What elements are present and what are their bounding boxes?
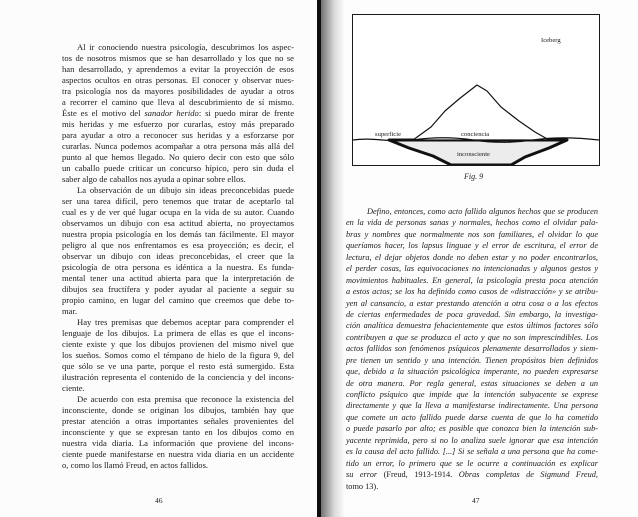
text-line: yacente reprimida, pero si no lo analiza suele ignorar que esa intención <box>346 435 598 445</box>
roman-text: tomo 13). <box>346 481 379 491</box>
text-line: saber algo de caballos nos ayuda a opinar sobre ellos. <box>62 174 246 184</box>
text-line: a estos actos; se los ha definido como casos de «distracción» y se atribu- <box>346 287 598 297</box>
text-line: queríamos hacer, los lapsus linguae y el error de escritura, el error de <box>346 241 598 251</box>
text-line: lenguaje de los dibujos. La primera de ellas es que el incons- <box>62 328 294 338</box>
text-line <box>62 108 294 119</box>
unconscious-label: inconsciente <box>457 151 490 158</box>
text-line <box>346 481 598 492</box>
text-line: curarlas. Nunca podemos acompañar a otra persona más allá del <box>62 141 294 151</box>
iceberg-label: Iceberg <box>541 37 561 44</box>
text-line: dibujos sea fructífera y poder ayudar al paciente a seguir su <box>62 284 294 294</box>
text-line: inconsciente, donde se originan los dibujos, también hay que <box>62 405 294 415</box>
paragraph <box>62 317 294 394</box>
text-line: bras y nombres que normalmente nos son familiares, el olvidar lo que <box>346 229 598 239</box>
iceberg-diagram <box>353 15 599 165</box>
text-line: lectura, el dejar objetos donde no deben estar y no poder encontrarlos, <box>346 252 598 262</box>
roman-text: Éste es el motivo del <box>62 108 145 118</box>
text-line: psicología de otra persona es idéntica a la nuestra. Es funda- <box>62 262 294 272</box>
paragraph <box>62 394 294 471</box>
right-page <box>321 0 638 517</box>
italic-text: sanador herido <box>144 108 199 118</box>
text-line: ciente existe y que los dibujos provienen del mismo nivel que <box>62 339 294 349</box>
text-line: ser una tarea difícil, pero tenemos que tratar de aceptarlo tal <box>62 196 294 206</box>
text-line: inconsciente y que se expresan tanto en los dibujos como en <box>62 427 294 437</box>
text-line: propio camino, en lugar del camino que creemos que debe to- <box>62 295 294 305</box>
text-line: punto al que hemos llegado. No quiero decir con esto que sólo <box>62 152 294 162</box>
text-line: Defino, entonces, como acto fallido algunos hechos que se producen <box>367 207 598 216</box>
text-line: que comete un acto fallido puede darse cuenta de que lo ha cometido <box>346 412 598 422</box>
text-line: Al ir conociendo nuestra psicología, descubrimos los aspec- <box>77 42 294 52</box>
text-line: tra psicología nos da mayores posibilidades de ayudar a otros <box>62 86 294 96</box>
text-line: que, debido a la situación psicológica imperante, no pueden expresarse <box>346 367 598 377</box>
text-line: de otra manera. Por regla general, estas situaciones se deben a un <box>346 378 598 388</box>
roman-text: , <box>595 470 598 480</box>
text-line: nuestra vida diaria. La información que proviene del incons- <box>62 438 294 448</box>
text-line: que sólo se ve una parte, porque el resto está sumergido. Esta <box>62 361 294 371</box>
text-line: tos de nosotros mismos que se han desarrollado y los que no se <box>62 53 294 63</box>
text-line: a recorrer el camino que lleva al descubrimiento de sí mismo. <box>62 97 294 107</box>
text-line: ción analítica demuestra fehacientemente que estos últimos factores sólo <box>346 321 598 331</box>
left-page <box>0 0 317 517</box>
text-line: Hay tres premisas que debemos aceptar para comprender el <box>77 317 294 327</box>
text-line: o puede pasarlo por alto; es posible que conozca bien la intención sub- <box>346 424 598 434</box>
paragraph <box>62 185 294 317</box>
text-line: conflicto psíquico que impide que la intención subyacente se exprese <box>346 390 598 399</box>
conscious-label: conciencia <box>461 131 490 138</box>
paragraph <box>62 42 294 185</box>
right-page-quote-text <box>346 206 598 492</box>
text-line: directamente y que la lleva a manifestarse indirectamente. Una persona <box>346 401 598 411</box>
text-line: para ayudar a otro a reconocer sus heridas y a esforzarse por <box>62 130 294 140</box>
text-line: contribuyen a que se produzca el acto y que no son imprescindibles. Los <box>346 332 598 342</box>
text-line: o, como los llamó Freud, en actos fallidos. <box>62 460 209 470</box>
text-line: peligro al que nos enfrentamos es esa proyección; es decir, el <box>62 240 294 250</box>
text-line: observamos un dibujo con esa actitud abierta, no proyectamos <box>62 218 294 228</box>
text-line: mental tener una actitud abierta para que la interpretación de <box>62 273 294 283</box>
figure-caption: Fig. 9 <box>464 172 484 181</box>
text-line: observar un dibujo con ideas preconcebidas, el creer que la <box>62 251 294 261</box>
text-line: un caballo puede criticar un concurso hípico, pero sin duda el <box>62 163 294 173</box>
text-line: mar. <box>62 306 78 316</box>
left-page-body-text <box>62 42 294 471</box>
text-line: ilustración representa el contenido de la conciencia y del incons- <box>62 372 294 382</box>
text-line <box>346 469 598 480</box>
gutter-shadow <box>321 0 345 517</box>
text-line: de ciertas enfermedades de poca gravedad. Sin embargo, la investiga- <box>346 309 598 319</box>
text-line: ciente puede manifestarse en nuestra vida diaria en un accidente <box>62 449 294 459</box>
text-line: prestar atención a otras importantes señales provenientes del <box>62 416 294 426</box>
page-number: 46 <box>155 496 163 505</box>
text-line: es la causa del acto fallido. [...] Si se señala a una persona que ha come- <box>346 447 598 457</box>
text-line: han desarrollado, y aprendemos a evitar la proyección de esos <box>62 64 294 74</box>
text-line: en la vida de personas sanas y normales, hechos como el olvidar pala- <box>346 218 598 228</box>
text-line: pre tienen un sentido y una intención. Tienen propósitos bien definidos <box>346 355 598 365</box>
italic-text: Obras completas de Sigmund Freud <box>458 470 596 480</box>
italic-text: su error <box>346 470 384 480</box>
page-number: 47 <box>472 496 480 505</box>
text-line: yen al cansancio, a estar prestando atención a otra cosa o a los efectos <box>346 298 598 308</box>
text-line: aspectos ocultos en otras personas. El conocer y observar nues- <box>62 75 294 85</box>
text-line: actos fallidos son fenómenos psíquicos plenamente desarrollados y siem- <box>346 344 598 354</box>
text-line: La observación de un dibujo sin ideas preconcebidas puede <box>77 185 294 195</box>
text-line: los sueños. Somos como el témpano de hielo de la figura 9, del <box>62 350 294 360</box>
text-line: cual es y de ver qué lugar ocupa en la vida de su autor. Cuando <box>62 207 294 217</box>
text-line: tido un error, lo primero que se le ocurre a continuación es explicar <box>346 458 598 468</box>
roman-text: : si puedo mirar de frente <box>198 108 295 118</box>
text-line: nuestra propia psicología en los demás tan fácilmente. El mayor <box>62 229 294 239</box>
iceberg-figure <box>352 14 600 166</box>
text-line: ciente. <box>62 383 85 393</box>
paragraph <box>346 206 598 492</box>
text-line: De acuerdo con esta premisa que reconoce la existencia del <box>77 394 294 404</box>
text-line: movimientos habituales. En general, la psicología presta poca atención <box>346 275 598 285</box>
text-line: el perder cosas, las equivocaciones no intencionadas y algunos gestos y <box>346 264 598 274</box>
roman-text: (Freud, 1913-1914. <box>383 470 459 480</box>
text-line: mis heridas y me esfuerzo por curarlas, estoy más preparado <box>62 119 294 129</box>
surface-label: superficie <box>375 131 401 138</box>
